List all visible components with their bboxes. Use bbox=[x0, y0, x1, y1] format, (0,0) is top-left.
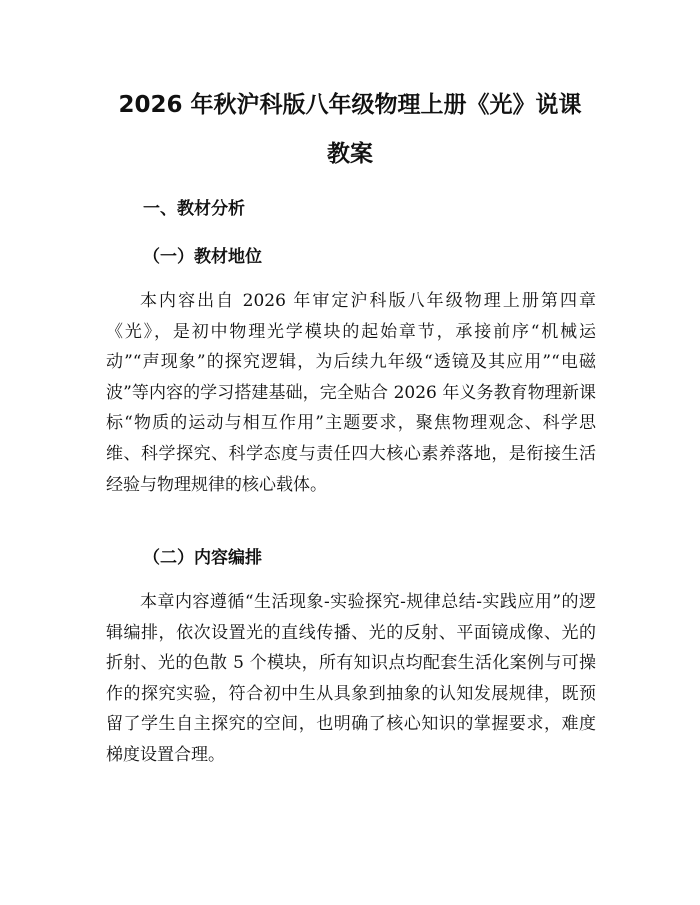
paragraph-textbook-status: 本内容出自 2026 年审定沪科版八年级物理上册第四章《光》，是初中物理光学模块的起始章节，承接前序“机械运动”“声现象”的探究逻辑，为后续九年级“透镜及其应用”“电磁波”等内容的学习搭建基础，完全贴合 2026 年义务教育物理新课标“物质的运动与相互作用”主题要求，聚焦物理观念、科学思维、科学探究、科学态度与责任四大核心素养落地，是衔接生活经验与物理规律的核心载体。 bbox=[106, 291, 596, 495]
paragraph-content-arrangement: 本章内容遵循“生活现象-实验探究-规律总结-实践应用”的逻辑编排，依次设置光的直线传播、光的反射、平面镜成像、光的折射、光的色散 5 个模块，所有知识点均配套生活化案例与可操作的探究实验，符合初中生从具象到抽象的认知发展规律，既预留了学生自主探究的空间，也明确了核心知识的掌握要求，难度梯度设置合理。 bbox=[106, 592, 596, 765]
document-title-line-2: 教案 bbox=[327, 141, 373, 167]
subsection-heading-content-arrangement: （二）内容编排 bbox=[143, 548, 262, 568]
document-title-line-1: 2026 年秋沪科版八年级物理上册《光》说课 bbox=[118, 92, 582, 118]
subsection-heading-textbook-status: （一）教材地位 bbox=[143, 247, 262, 267]
section-heading-textbook-analysis: 一、教材分析 bbox=[143, 199, 245, 219]
